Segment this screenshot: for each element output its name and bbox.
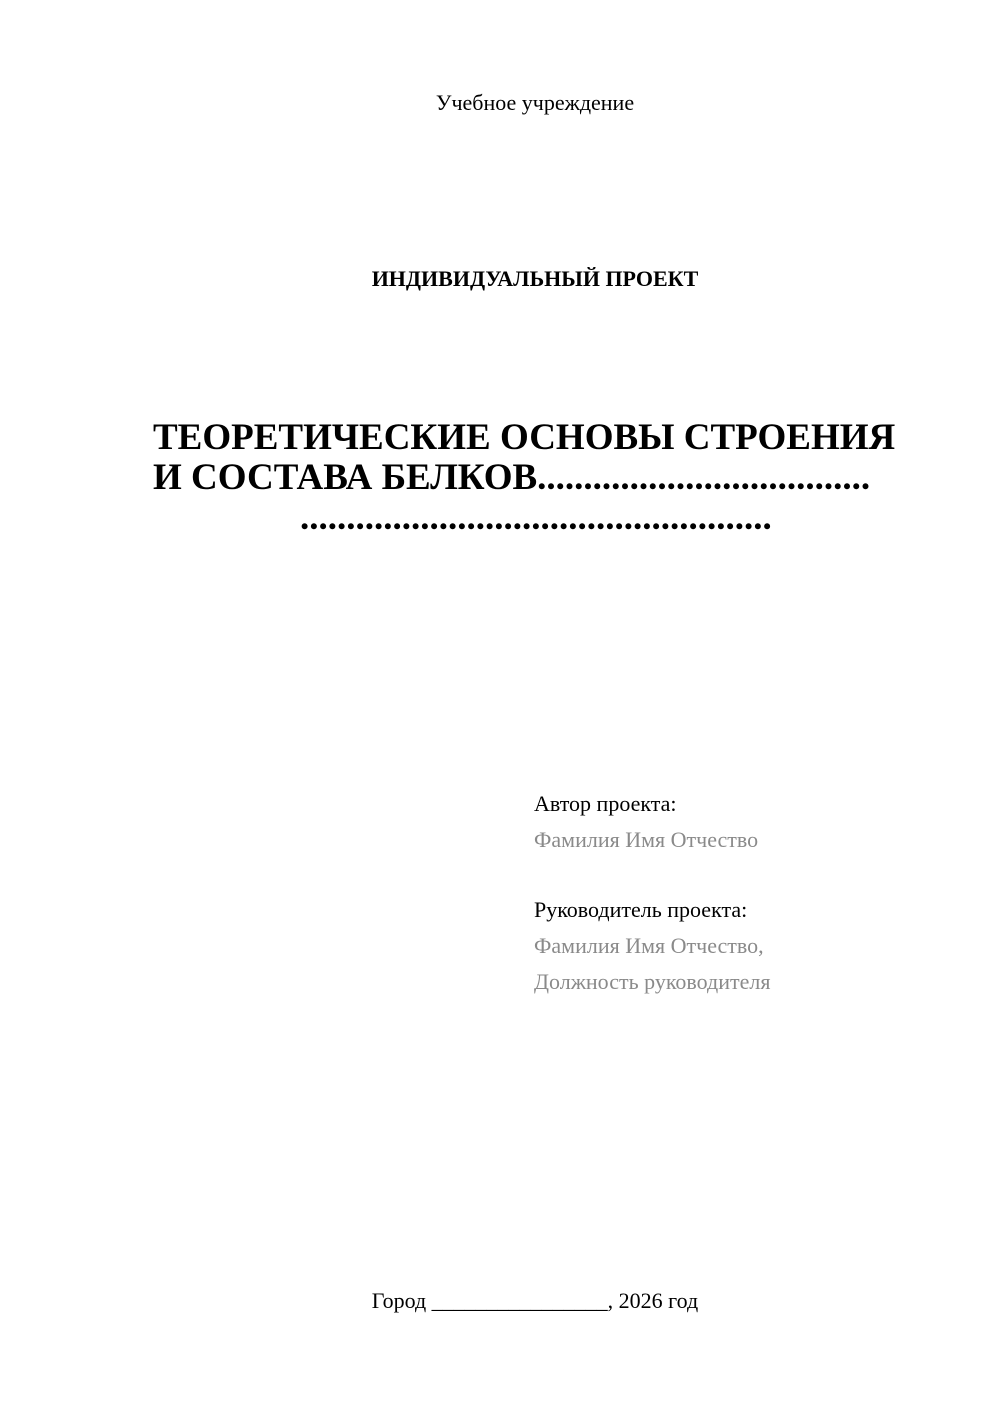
year-text: , 2026 год	[607, 1288, 699, 1313]
project-title	[153, 418, 933, 538]
document-type: ИНДИВИДУАЛЬНЫЙ ПРОЕКТ	[371, 266, 699, 291]
supervisor-label: Руководитель проекта:	[534, 897, 748, 922]
author-label: Автор проекта:	[534, 791, 677, 816]
supervisor-block	[534, 892, 974, 1000]
supervisor-position: Должность руководителя	[534, 969, 771, 994]
project-title-line-2: И СОСТАВА БЕЛКОВ....................................	[153, 457, 871, 498]
city-label: Город	[371, 1288, 427, 1313]
author-name: Фамилия Имя Отчество	[534, 827, 759, 852]
city-blank: ________________	[431, 1288, 608, 1313]
project-title-line-1: ТЕОРЕТИЧЕСКИЕ ОСНОВЫ СТРОЕНИЯ	[153, 417, 896, 458]
project-title-line-3: ...................................................	[300, 497, 772, 538]
institution-name: Учебное учреждение	[435, 90, 635, 115]
supervisor-name: Фамилия Имя Отчество,	[534, 933, 764, 958]
city-year-line	[0, 1288, 1000, 1314]
author-block	[534, 786, 974, 858]
